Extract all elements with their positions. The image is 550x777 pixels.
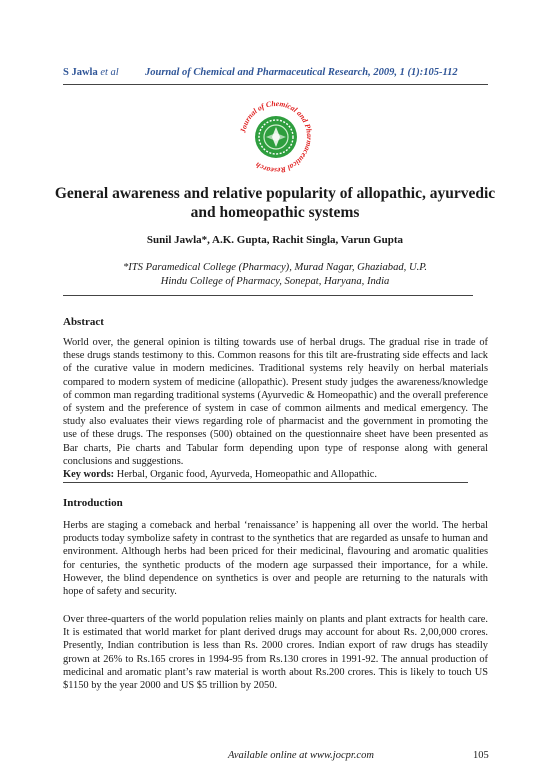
keywords-text: Herbal, Organic food, Ayurveda, Homeopathic and Allopathic. (114, 469, 377, 481)
affiliation-1: *ITS Paramedical College (Pharmacy), Murad Nagar, Ghaziabad, U.P. (122, 262, 428, 273)
keywords-label: Key words: (63, 469, 115, 481)
header-etal: et al (100, 67, 119, 78)
paper-title (40, 184, 510, 222)
logo-ring-text: Journal of Chemical and Pharmaceutical Research (238, 98, 315, 176)
title-rule (63, 295, 473, 296)
abstract-text: World over, the general opinion is tilting towards use of herbal drugs. The gradual rise in trade of these drugs stands testimony to this. Common reasons for this tilt are-frustrating side effects and lack of the curative value in modern medicines. Traditional systems rely heavily on herbal materials compared to modern system of medicine (allopathic). Present study judges the awareness/knowledge of common man regarding traditional systems (Ayurvedic & Homeopathic) and the overall preference of system and the preference of system in case of common ailments and medical emergency. The study also evaluates their views regarding role of pharmacist and the government in promoting the use of these drugs. The responses (500) obtained on the questionnaire sheet have been presented as Bar charts, Pie charts and Tabular form depending upon type of response along with general conclusions and suggestions. (63, 337, 488, 467)
intro-paragraph-2: Over three-quarters of the world population relies mainly on plants and plant extracts for health care. It is estimated that world market for plant derived drugs may account for about Rs. 2,00,000 crores. Presently, Indian contribution is less than Rs. 2000 crores. Indian export of raw drugs has steadily grown at 26% to Rs.165 crores in 1994-95 from Rs.130 crores in 1991-92. The annual production of medicinal and aromatic plant’s raw material is worth about Rs.200 crores. This is likely to touch US $1150 by the year 2000 and US $5 trillion by 2050. (63, 614, 488, 692)
page-number: 105 (473, 750, 489, 761)
abstract-body (63, 336, 488, 481)
journal-logo (236, 97, 316, 177)
introduction-heading: Introduction (63, 497, 123, 509)
affiliation-2: Hindu College of Pharmacy, Sonepat, Haryana, India (160, 276, 390, 287)
title-line-1: General awareness and relative popularity of allopathic, ayurvedic (54, 185, 496, 202)
running-header (63, 67, 458, 78)
abstract-rule (63, 482, 468, 483)
header-journal: Journal of Chemical and Pharmaceutical Research, 2009, 1 (1):105-112 (145, 67, 458, 78)
header-rule (63, 84, 488, 85)
author-list: Sunil Jawla*, A.K. Gupta, Rachit Singla, Varun Gupta (146, 234, 404, 246)
header-author: S Jawla (63, 67, 98, 78)
footer-availability: Available online at www.jocpr.com (228, 750, 374, 761)
abstract-heading: Abstract (63, 316, 104, 328)
title-line-2: and homeopathic systems (190, 204, 360, 221)
intro-paragraph-1: Herbs are staging a comeback and herbal ‘renaissance’ is happening all over the world. The herbal products today symbolize safety in contrast to the synthetics that are regarded as unsafe to human and environment. Although herbs had been priced for their medicinal, flavouring and aromatic qualities for centuries, the synthetic products of the modern age surpassed their importance, for a while. However, the blind dependence on synthetics is over and people are returning to the naturals with hope of safety and security. (63, 520, 488, 598)
